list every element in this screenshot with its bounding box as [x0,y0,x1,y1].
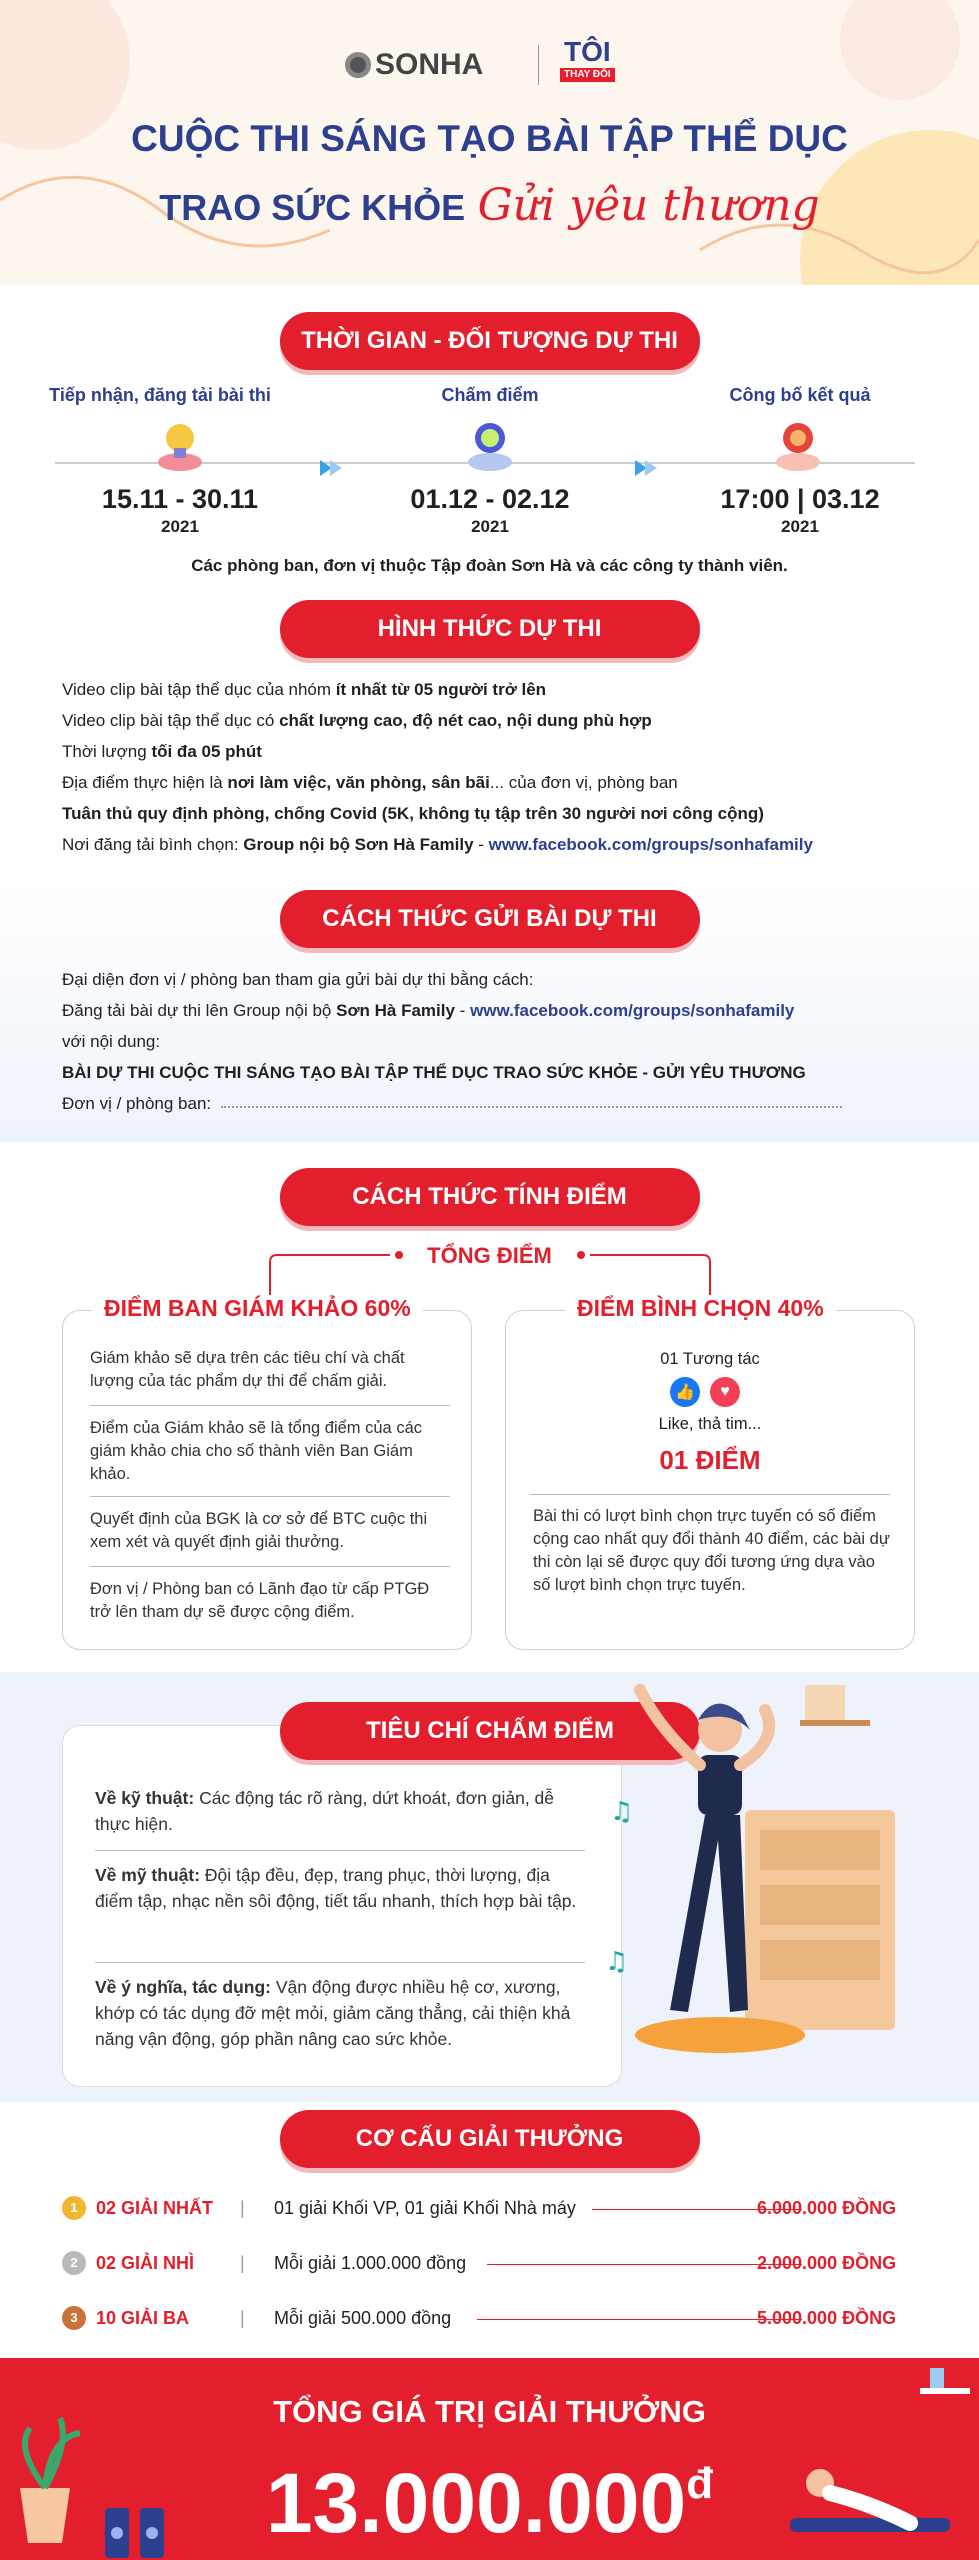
criteria-item-3 [95,1974,585,2052]
heart-icon: ♥ [710,1377,740,1407]
divider [538,45,539,85]
total-value: 13.000.000 [265,2456,687,2550]
svg-text:♫: ♫ [610,1797,634,1827]
format-line-1-b: ít nhất từ 05 người trở lên [335,680,547,699]
vote-description: Bài thi có lượt bình chọn trực tuyến có số điểm cộng cao nhất quy đổi thành 40 điểm, các bài dự thi còn lại sẽ được quy đổi tương ứng dựa vào số lượt bình chọn trực tuyến. [533,1507,890,1594]
total-amount [0,2436,979,2551]
timeline-step-3-label: Công bố kết quả [729,385,871,405]
format-line-2-a: Video clip bài tập thể dục có [62,711,280,730]
vote-title: ĐIỂM BÌNH CHỌN 40% [565,1295,836,1322]
prize-row [62,2190,922,2230]
prize-leader [487,2264,802,2265]
subtitle-part-b: Gửi yêu thương [477,180,820,231]
timeline-audience: Các phòng ban, đơn vị thuộc Tập đoàn Sơn Hà và các công ty thành viên. [191,556,788,575]
format-line-3-a: Thời lượng [62,742,152,761]
timeline-step-2-label: Chấm điểm [441,385,539,405]
prize-amount: 6.000.000 ĐỒNG [757,2198,897,2218]
unit-fill-line [221,1094,842,1108]
subtitle-part-a: TRAO SỨC KHỎE [159,187,466,228]
timeline-step-1-date: 15.11 - 30.11 [101,484,259,514]
submit-line-5 [62,1094,852,1114]
format-line-3-b: tối đa 05 phút [151,742,262,761]
criteria-2-label: Về mỹ thuật: [95,1865,201,1885]
format-line-6-c: - [473,835,489,854]
jury-item: Đơn vị / Phòng ban có Lãnh đạo từ cấp PTGĐ trở lên tham dự sẽ được cộng điểm. [90,1580,430,1621]
jury-sep [90,1566,450,1567]
timeline-step-1-label: Tiếp nhận, đăng tải bài thi [49,385,271,405]
timeline-step-2-year: 2021 [471,517,509,536]
bronze-medal-icon: 3 [62,2306,86,2330]
toi-thay-doi-logo [560,38,615,82]
criteria-2-text: Đội tập đều, đẹp, trang phục, thời lượng, địa điểm tập, nhạc nền sôi động, tiết tấu nhanh, thích hợp bài tập. [95,1865,577,1911]
criteria-3-text: Vận động được nhiều hệ cơ, xương, khớp có tác dụng đỡ mệt mỏi, giảm căng thẳng, cải thiện khả năng vận động, góp phần nâng cao sức khỏe. [95,1977,571,2049]
exercise-illustration [600,1670,940,2070]
timeline-step-3-date: 17:00 | 03.12 [720,484,880,514]
jury-item: Giám khảo sẽ dựa trên các tiêu chí và chất lượng của tác phẩm dự thi để chấm giải. [90,1349,405,1390]
points-value: 01 ĐIỂM [659,1445,761,1475]
criteria-sep [95,1962,585,1963]
svg-text:♫: ♫ [605,1947,629,1977]
timeline-icons [0,410,979,480]
prize-amount: 5.000.000 ĐỒNG [757,2308,897,2328]
thay-doi-logo-text: THAY ĐỔI [560,68,615,82]
format-line-6 [62,835,813,855]
criteria-heading: TIÊU CHÍ CHẤM ĐIỂM [280,1702,700,1760]
stopwatch-icon [468,423,512,471]
jury-item: Quyết định của BGK là cơ sở để BTC cuộc thi xem xét và quyết định giải thưởng. [90,1510,428,1551]
total-points-label: TỔNG ĐIỂM [427,1243,552,1268]
prize-row [62,2300,922,2340]
page-title: CUỘC THI SÁNG TẠO BÀI TẬP THỂ DỤC [131,118,848,159]
prizes-heading: CƠ CẤU GIẢI THƯỞNG [280,2110,700,2168]
submit-line-3: với nội dung: [62,1032,161,1051]
prize-divider: | [240,2308,245,2328]
submit-line-4: BÀI DỰ THI CUỘC THI SÁNG TẠO BÀI TẬP THỂ DỤC TRAO SỨC KHỎE - GỬI YÊU THƯƠNG [62,1063,806,1082]
timeline-step-1-year: 2021 [161,517,199,536]
unit-label: Đơn vị / phòng ban: [62,1094,212,1113]
prize-row [62,2245,922,2285]
submit-heading: CÁCH THỨC GỬI BÀI DỰ THI [280,890,700,948]
arrow-icon [320,460,342,476]
prize-detail: Mỗi giải 500.000 đồng [274,2308,452,2328]
prize-detail: 01 giải Khối VP, 01 giải Khối Nhà máy [274,2198,576,2218]
format-line-1 [62,680,546,700]
total-banner [0,2358,979,2560]
format-line-3 [62,742,262,762]
timeline-step-2-date: 01.12 - 02.12 [410,484,570,514]
medal-icon [776,423,820,471]
format-line-4 [62,773,678,793]
format-line-1-a: Video clip bài tập thể dục của nhóm [62,680,336,699]
prize-name: 10 GIẢI BA [96,2308,190,2328]
interaction-label: 01 Tương tác [660,1350,760,1368]
format-line-4-a: Địa điểm thực hiện là [62,773,228,792]
criteria-sep [95,1850,585,1851]
submit-line-2-a: Đăng tải bài dự thi lên Group nội bộ [62,1001,337,1020]
submit-line-2-c: - [454,1001,471,1020]
jury-title: ĐIỂM BAN GIÁM KHẢO 60% [92,1295,423,1322]
sonha-brand: SONHA [375,48,484,81]
silver-medal-icon: 2 [62,2251,86,2275]
format-line-4-c: ... của đơn vị, phòng ban [489,773,678,792]
format-line-6-a: Nơi đăng tải bình chọn: [62,835,244,854]
prize-amount: 2.000.000 ĐỒNG [757,2253,897,2273]
currency-sign: đ [686,2459,714,2508]
prize-name: 02 GIẢI NHÌ [96,2253,195,2273]
like-icon: 👍 [670,1377,700,1407]
jury-sep [90,1405,450,1406]
scoring-heading: CÁCH THỨC TÍNH ĐIỂM [280,1168,700,1226]
total-label: TỔNG GIÁ TRỊ GIẢI THƯỞNG [273,2394,706,2429]
format-heading: HÌNH THỨC DỰ THI [280,600,700,658]
jury-item: Điểm của Giám khảo sẽ là tổng điểm của các giám khảo chia cho số thành viên Ban Giám khảo. [90,1419,422,1483]
criteria-item-2 [95,1862,585,1914]
facebook-group-link[interactable]: www.facebook.com/groups/sonhafamily [488,835,813,854]
header [0,0,979,285]
format-line-5: Tuân thủ quy định phòng, chống Covid (5K, không tụ tập trên 30 người nơi công cộng) [62,804,764,823]
submit-facebook-link[interactable]: www.facebook.com/groups/sonhafamily [470,1001,795,1020]
jury-sep [90,1496,450,1497]
criteria-1-text: Các động tác rõ ràng, dứt khoát, đơn giản, dễ thực hiện. [95,1788,555,1834]
prize-divider: | [240,2253,245,2273]
arrow-icon [635,460,657,476]
submit-line-1: Đại diện đơn vị / phòng ban tham gia gửi bài dự thi bằng cách: [62,970,534,989]
format-line-2-b: chất lượng cao, độ nét cao, nội dung phù hợp [279,711,652,730]
sonha-logo-icon [345,52,371,78]
toi-logo-text: TÔI [564,36,611,67]
gold-medal-icon: 1 [62,2196,86,2220]
format-line-4-b: nơi làm việc, văn phòng, sân bãi [227,773,490,792]
lightbulb-icon [158,424,202,471]
sonha-logo [345,48,483,82]
criteria-1-label: Về kỹ thuật: [95,1788,195,1808]
format-line-6-b: Group nội bộ Sơn Hà Family [243,835,474,854]
prize-leader [477,2319,802,2320]
like-text: Like, thả tim... [658,1415,762,1433]
prize-divider: | [240,2198,245,2218]
criteria-3-label: Về ý nghĩa, tác dụng: [95,1977,271,1997]
timeline-step-3-year: 2021 [781,517,819,536]
submit-line-2-b: Sơn Hà Family [336,1001,455,1020]
prize-name: 02 GIẢI NHẤT [96,2198,214,2218]
criteria-item-1 [95,1785,585,1837]
prize-detail: Mỗi giải 1.000.000 đồng [274,2253,467,2273]
vote-sep [530,1494,890,1495]
format-line-2 [62,711,652,731]
page-subtitle [0,180,979,231]
submit-line-2 [62,1001,794,1021]
reaction-icons [670,1377,740,1407]
timeline-heading: THỜI GIAN - ĐỐI TƯỢNG DỰ THI [280,312,700,370]
